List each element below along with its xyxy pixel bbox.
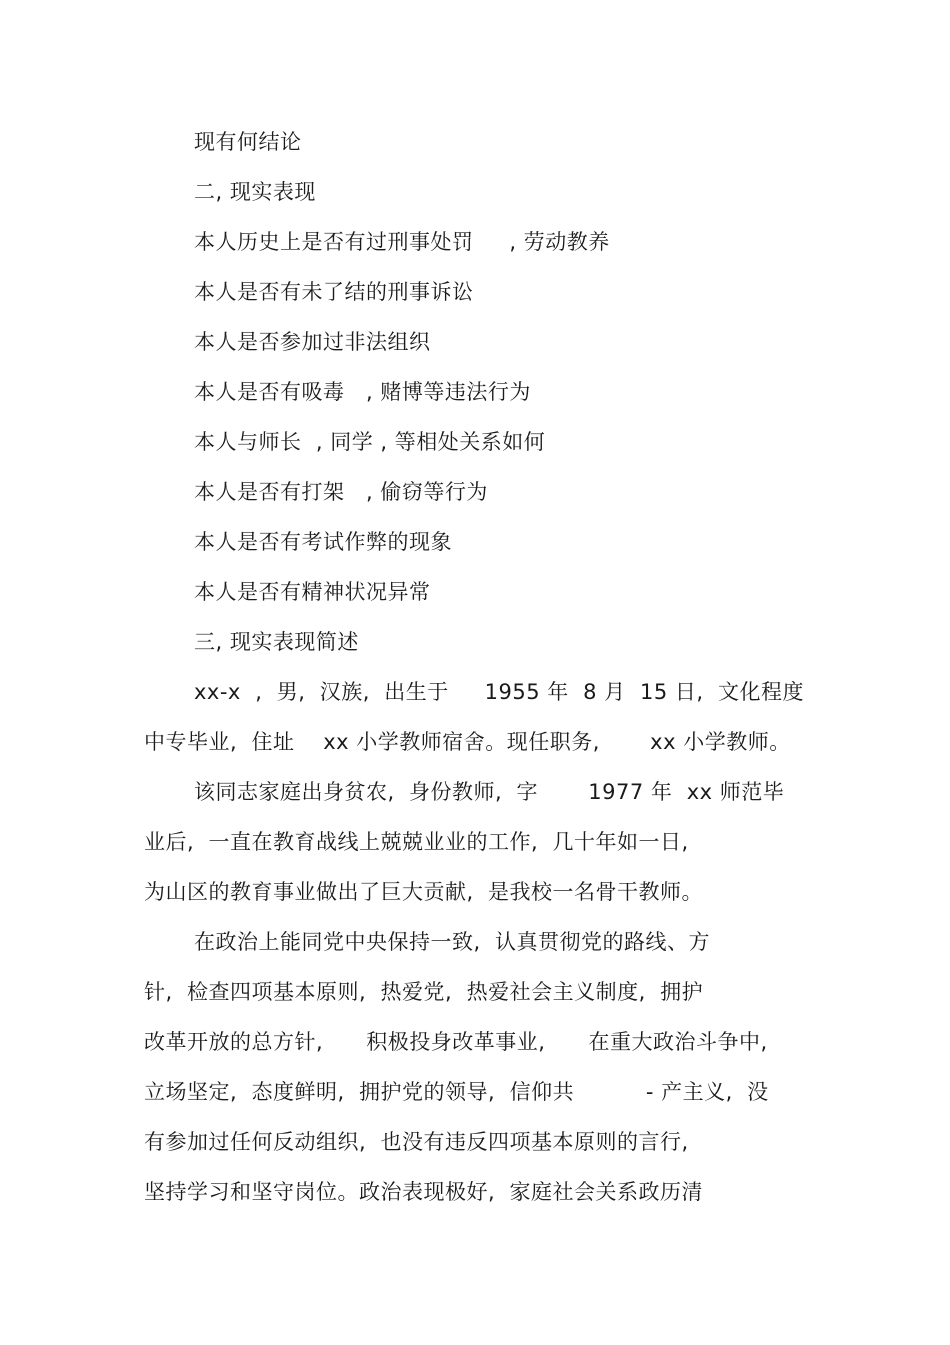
paragraph-line: 为山区的教育事业做出了巨大贡献, 是我校一名骨干教师。	[144, 880, 704, 904]
section-heading-2: 二, 现实表现	[194, 180, 316, 204]
paragraph-line: 针, 检查四项基本原则, 热爱党, 热爱社会主义制度, 拥护	[144, 980, 704, 1004]
paragraph-line: 坚持学习和坚守岗位。政治表现极好, 家庭社会关系政历清	[144, 1180, 704, 1204]
text-line-6: 本人是否有吸毒 , 赌博等违法行为	[194, 380, 531, 404]
paragraph-line: 改革开放的总方针, 积极投身改革事业, 在重大政治斗争中,	[144, 1030, 768, 1054]
text-line-1: 现有何结论	[194, 130, 302, 154]
paragraph-line: 业后, 一直在教育战线上兢兢业业的工作, 几十年如一日,	[144, 830, 689, 854]
text-line-7: 本人与师长 , 同学 , 等相处关系如何	[194, 430, 546, 454]
text-line-4: 本人是否有未了结的刑事诉讼	[194, 280, 474, 304]
text-line-5: 本人是否参加过非法组织	[194, 330, 431, 354]
paragraph-line: 在政治上能同党中央保持一致, 认真贯彻党的路线、方	[194, 930, 711, 954]
text-line-3: 本人历史上是否有过刑事处罚 , 劳动教养	[194, 230, 610, 254]
paragraph-line: xx-x , 男, 汉族, 出生于 1955 年 8 月 15 日, 文化程度	[194, 680, 804, 704]
section-heading-3: 三, 现实表现简述	[194, 630, 359, 654]
paragraph-line: 有参加过任何反动组织, 也没有违反四项基本原则的言行,	[144, 1130, 689, 1154]
text-line-9: 本人是否有考试作弊的现象	[194, 530, 452, 554]
paragraph-line: 立场坚定, 态度鲜明, 拥护党的领导, 信仰共 - 产主义, 没	[144, 1080, 769, 1104]
paragraph-line: 该同志家庭出身贫农, 身份教师, 字 1977 年 xx 师范毕	[194, 780, 785, 804]
text-line-10: 本人是否有精神状况异常	[194, 580, 431, 604]
text-line-8: 本人是否有打架 , 偷窃等行为	[194, 480, 488, 504]
paragraph-line: 中专毕业, 住址 xx 小学教师宿舍。现任职务, xx 小学教师。	[144, 730, 791, 754]
